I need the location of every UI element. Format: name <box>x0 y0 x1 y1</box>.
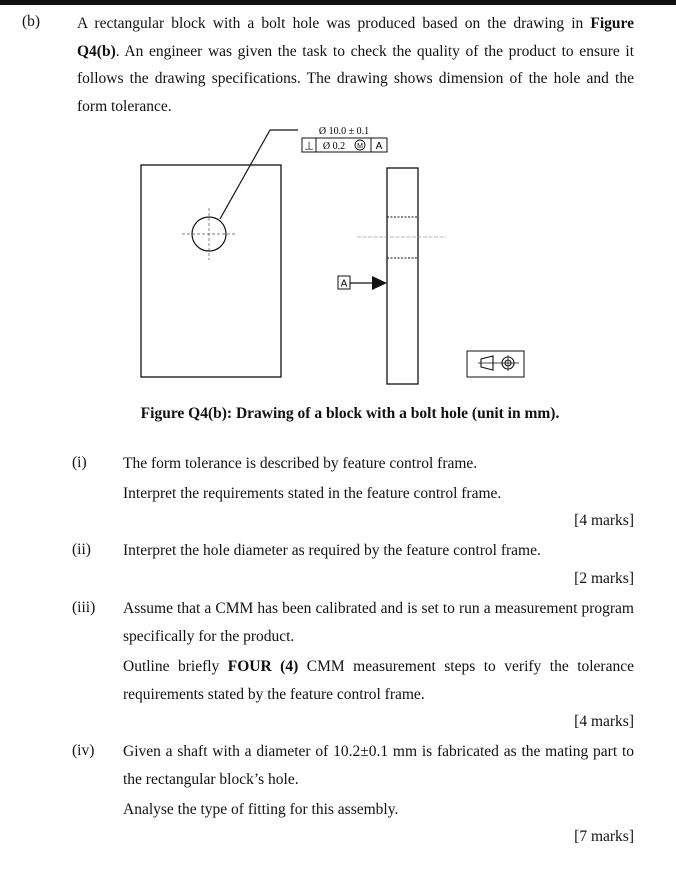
question-iv-text <box>123 738 634 824</box>
block-front-view <box>141 165 281 377</box>
fcf-tolerance-value: Ø 0.2 <box>322 141 346 152</box>
intro-paragraph <box>77 10 634 120</box>
question-i-text <box>123 450 634 507</box>
question-iv-paragraph: Analyse the type of fitting for this assembly. <box>123 801 399 818</box>
question-iii-bold: FOUR (4) <box>227 658 299 675</box>
question-iii-marks: [4 marks] <box>574 713 634 730</box>
question-i-paragraph: Interpret the requirements stated in the feature control frame. <box>123 484 502 502</box>
question-iv-marks: [7 marks] <box>574 828 634 845</box>
intro-text-before: A rectangular block with a bolt hole was produced based on the drawing in <box>77 15 591 32</box>
question-number-i: (i) <box>72 454 87 471</box>
figure-reference: Figure Q4(b) <box>77 15 634 60</box>
top-border <box>0 0 676 5</box>
datum-label: A <box>340 278 348 290</box>
feature-control-frame <box>302 138 387 153</box>
leader-line-diagonal <box>220 130 270 219</box>
question-ii-paragraph: Interpret the hole diameter as required by the feature control frame. <box>123 542 541 559</box>
engineering-drawing <box>0 120 676 395</box>
question-i-paragraph: The form tolerance is described by feature control frame. <box>123 455 478 472</box>
intro-text-after: . An engineer was given the task to check the quality of the product to ensure it follows the drawing specifications. The drawing shows dimension of the hole and the form tolerance. <box>77 42 634 115</box>
question-number-iv: (iv) <box>72 742 95 759</box>
datum-feature-symbol <box>338 276 387 290</box>
question-number-ii: (ii) <box>72 541 91 558</box>
hole-dimension-text: Ø 10.0 ± 0.1 <box>318 126 370 137</box>
part-label: (b) <box>22 13 41 30</box>
question-ii-marks: [2 marks] <box>574 570 634 587</box>
question-iii-text-after: CMM measurement steps to verify the tolerance requirements stated by the feature control frame. <box>123 658 634 703</box>
question-iv-paragraph: Given a shaft with a diameter of 10.2±0.1 mm is fabricated as the mating part to the rectangular block’s hole. <box>123 743 634 788</box>
block-side-view <box>387 168 418 384</box>
perpendicularity-symbol: ⊥ <box>304 139 314 153</box>
question-iii-paragraph: Assume that a CMM has been calibrated and is set to run a measurement program specifically for the product. <box>123 600 634 645</box>
question-i-marks: [4 marks] <box>574 512 634 529</box>
mmc-modifier-text: M <box>357 143 363 150</box>
question-iii-text <box>123 595 634 708</box>
datum-triangle-icon <box>372 276 387 290</box>
figure-caption: Figure Q4(b): Drawing of a block with a bolt hole (unit in mm). <box>140 405 560 422</box>
fcf-datum-text: A <box>375 141 383 152</box>
question-iii-text-before: Outline briefly <box>123 658 228 675</box>
question-ii-text <box>123 537 634 565</box>
question-number-iii: (iii) <box>72 599 96 616</box>
question-iii-paragraph-2 <box>123 653 634 708</box>
projection-symbol-icon <box>467 351 524 377</box>
